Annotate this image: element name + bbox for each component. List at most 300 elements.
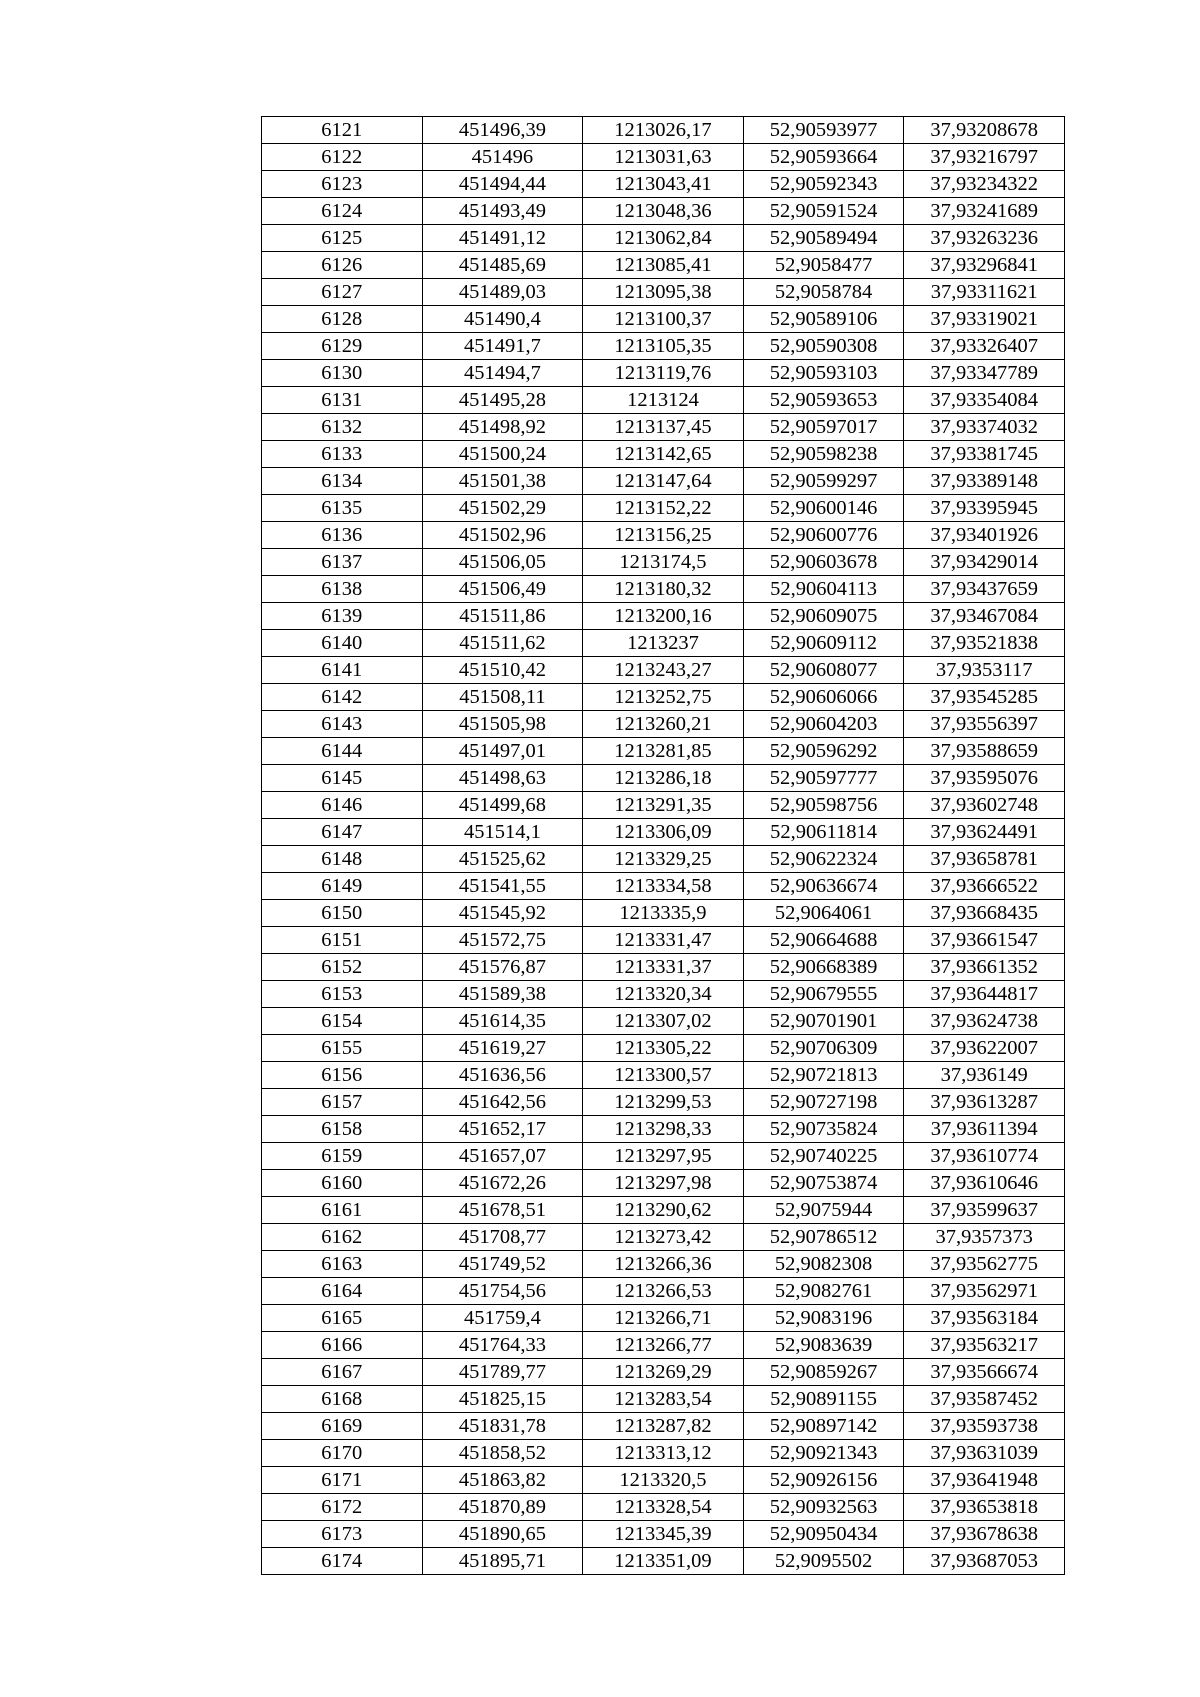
latitude-cell: 52,90950434 <box>743 1521 904 1548</box>
point-number-cell: 6161 <box>262 1197 423 1224</box>
y-coordinate-cell: 1213174,5 <box>583 549 744 576</box>
y-coordinate-cell: 1213260,21 <box>583 711 744 738</box>
point-number-cell: 6141 <box>262 657 423 684</box>
x-coordinate-cell: 451589,38 <box>422 981 583 1008</box>
y-coordinate-cell: 1213105,35 <box>583 333 744 360</box>
x-coordinate-cell: 451642,56 <box>422 1089 583 1116</box>
latitude-cell: 52,90597777 <box>743 765 904 792</box>
latitude-cell: 52,90590308 <box>743 333 904 360</box>
point-number-cell: 6123 <box>262 171 423 198</box>
x-coordinate-cell: 451496 <box>422 144 583 171</box>
x-coordinate-cell: 451754,56 <box>422 1278 583 1305</box>
latitude-cell: 52,90600146 <box>743 495 904 522</box>
table-row <box>262 1521 1065 1548</box>
point-number-cell: 6149 <box>262 873 423 900</box>
table-row <box>262 1278 1065 1305</box>
latitude-cell: 52,90606066 <box>743 684 904 711</box>
longitude-cell: 37,93678638 <box>904 1521 1065 1548</box>
longitude-cell: 37,93653818 <box>904 1494 1065 1521</box>
longitude-cell: 37,93613287 <box>904 1089 1065 1116</box>
longitude-cell: 37,93611394 <box>904 1116 1065 1143</box>
x-coordinate-cell: 451614,35 <box>422 1008 583 1035</box>
x-coordinate-cell: 451890,65 <box>422 1521 583 1548</box>
table-row <box>262 468 1065 495</box>
x-coordinate-cell: 451498,63 <box>422 765 583 792</box>
point-number-cell: 6146 <box>262 792 423 819</box>
latitude-cell: 52,9058784 <box>743 279 904 306</box>
table-row <box>262 1035 1065 1062</box>
table-row <box>262 954 1065 981</box>
longitude-cell: 37,93374032 <box>904 414 1065 441</box>
point-number-cell: 6168 <box>262 1386 423 1413</box>
table-row <box>262 1116 1065 1143</box>
point-number-cell: 6140 <box>262 630 423 657</box>
point-number-cell: 6129 <box>262 333 423 360</box>
latitude-cell: 52,90592343 <box>743 171 904 198</box>
point-number-cell: 6158 <box>262 1116 423 1143</box>
y-coordinate-cell: 1213297,98 <box>583 1170 744 1197</box>
x-coordinate-cell: 451764,33 <box>422 1332 583 1359</box>
x-coordinate-cell: 451678,51 <box>422 1197 583 1224</box>
x-coordinate-cell: 451506,05 <box>422 549 583 576</box>
longitude-cell: 37,93610774 <box>904 1143 1065 1170</box>
y-coordinate-cell: 1213273,42 <box>583 1224 744 1251</box>
latitude-cell: 52,9064061 <box>743 900 904 927</box>
y-coordinate-cell: 1213124 <box>583 387 744 414</box>
point-number-cell: 6134 <box>262 468 423 495</box>
latitude-cell: 52,90897142 <box>743 1413 904 1440</box>
longitude-cell: 37,93429014 <box>904 549 1065 576</box>
y-coordinate-cell: 1213156,25 <box>583 522 744 549</box>
latitude-cell: 52,90740225 <box>743 1143 904 1170</box>
longitude-cell: 37,93354084 <box>904 387 1065 414</box>
latitude-cell: 52,90593103 <box>743 360 904 387</box>
latitude-cell: 52,90701901 <box>743 1008 904 1035</box>
x-coordinate-cell: 451511,86 <box>422 603 583 630</box>
x-coordinate-cell: 451502,96 <box>422 522 583 549</box>
table-row <box>262 765 1065 792</box>
longitude-cell: 37,93467084 <box>904 603 1065 630</box>
y-coordinate-cell: 1213297,95 <box>583 1143 744 1170</box>
point-number-cell: 6155 <box>262 1035 423 1062</box>
latitude-cell: 52,90664688 <box>743 927 904 954</box>
point-number-cell: 6133 <box>262 441 423 468</box>
longitude-cell: 37,93319021 <box>904 306 1065 333</box>
x-coordinate-cell: 451708,77 <box>422 1224 583 1251</box>
y-coordinate-cell: 1213331,47 <box>583 927 744 954</box>
longitude-cell: 37,93602748 <box>904 792 1065 819</box>
longitude-cell: 37,93311621 <box>904 279 1065 306</box>
latitude-cell: 52,90598756 <box>743 792 904 819</box>
longitude-cell: 37,93610646 <box>904 1170 1065 1197</box>
longitude-cell: 37,93668435 <box>904 900 1065 927</box>
x-coordinate-cell: 451494,7 <box>422 360 583 387</box>
longitude-cell: 37,93666522 <box>904 873 1065 900</box>
longitude-cell: 37,93593738 <box>904 1413 1065 1440</box>
point-number-cell: 6148 <box>262 846 423 873</box>
y-coordinate-cell: 1213300,57 <box>583 1062 744 1089</box>
x-coordinate-cell: 451499,68 <box>422 792 583 819</box>
latitude-cell: 52,90859267 <box>743 1359 904 1386</box>
longitude-cell: 37,93661547 <box>904 927 1065 954</box>
x-coordinate-cell: 451831,78 <box>422 1413 583 1440</box>
latitude-cell: 52,90597017 <box>743 414 904 441</box>
longitude-cell: 37,9357373 <box>904 1224 1065 1251</box>
x-coordinate-cell: 451502,29 <box>422 495 583 522</box>
point-number-cell: 6157 <box>262 1089 423 1116</box>
x-coordinate-cell: 451759,4 <box>422 1305 583 1332</box>
x-coordinate-cell: 451510,42 <box>422 657 583 684</box>
table-row <box>262 846 1065 873</box>
longitude-cell: 37,93687053 <box>904 1548 1065 1575</box>
y-coordinate-cell: 1213320,5 <box>583 1467 744 1494</box>
latitude-cell: 52,90593664 <box>743 144 904 171</box>
latitude-cell: 52,9082308 <box>743 1251 904 1278</box>
longitude-cell: 37,93208678 <box>904 117 1065 144</box>
y-coordinate-cell: 1213200,16 <box>583 603 744 630</box>
latitude-cell: 52,90727198 <box>743 1089 904 1116</box>
table-row <box>262 1494 1065 1521</box>
y-coordinate-cell: 1213180,32 <box>583 576 744 603</box>
table-row <box>262 387 1065 414</box>
latitude-cell: 52,90604113 <box>743 576 904 603</box>
point-number-cell: 6131 <box>262 387 423 414</box>
x-coordinate-cell: 451825,15 <box>422 1386 583 1413</box>
point-number-cell: 6137 <box>262 549 423 576</box>
longitude-cell: 37,93381745 <box>904 441 1065 468</box>
point-number-cell: 6159 <box>262 1143 423 1170</box>
table-row <box>262 1413 1065 1440</box>
point-number-cell: 6145 <box>262 765 423 792</box>
y-coordinate-cell: 1213152,22 <box>583 495 744 522</box>
point-number-cell: 6132 <box>262 414 423 441</box>
table-row <box>262 1440 1065 1467</box>
table-row <box>262 576 1065 603</box>
x-coordinate-cell: 451506,49 <box>422 576 583 603</box>
table-row <box>262 171 1065 198</box>
longitude-cell: 37,93599637 <box>904 1197 1065 1224</box>
longitude-cell: 37,93234322 <box>904 171 1065 198</box>
table-row <box>262 306 1065 333</box>
table-row <box>262 1305 1065 1332</box>
x-coordinate-cell: 451491,7 <box>422 333 583 360</box>
latitude-cell: 52,90786512 <box>743 1224 904 1251</box>
latitude-cell: 52,90932563 <box>743 1494 904 1521</box>
longitude-cell: 37,93395945 <box>904 495 1065 522</box>
table-row <box>262 252 1065 279</box>
x-coordinate-cell: 451789,77 <box>422 1359 583 1386</box>
y-coordinate-cell: 1213031,63 <box>583 144 744 171</box>
x-coordinate-cell: 451572,75 <box>422 927 583 954</box>
table-row <box>262 927 1065 954</box>
latitude-cell: 52,9058477 <box>743 252 904 279</box>
x-coordinate-cell: 451485,69 <box>422 252 583 279</box>
table-row <box>262 1386 1065 1413</box>
longitude-cell: 37,93545285 <box>904 684 1065 711</box>
point-number-cell: 6170 <box>262 1440 423 1467</box>
y-coordinate-cell: 1213329,25 <box>583 846 744 873</box>
y-coordinate-cell: 1213298,33 <box>583 1116 744 1143</box>
table-row <box>262 603 1065 630</box>
x-coordinate-cell: 451636,56 <box>422 1062 583 1089</box>
latitude-cell: 52,90679555 <box>743 981 904 1008</box>
latitude-cell: 52,90926156 <box>743 1467 904 1494</box>
longitude-cell: 37,93631039 <box>904 1440 1065 1467</box>
x-coordinate-cell: 451619,27 <box>422 1035 583 1062</box>
table-row <box>262 1467 1065 1494</box>
point-number-cell: 6152 <box>262 954 423 981</box>
y-coordinate-cell: 1213283,54 <box>583 1386 744 1413</box>
table-row <box>262 1170 1065 1197</box>
coordinates-table-body <box>262 117 1065 1575</box>
table-row <box>262 981 1065 1008</box>
table-row <box>262 1224 1065 1251</box>
x-coordinate-cell: 451494,44 <box>422 171 583 198</box>
y-coordinate-cell: 1213062,84 <box>583 225 744 252</box>
table-row <box>262 873 1065 900</box>
longitude-cell: 37,93641948 <box>904 1467 1065 1494</box>
y-coordinate-cell: 1213305,22 <box>583 1035 744 1062</box>
longitude-cell: 37,93401926 <box>904 522 1065 549</box>
table-row <box>262 144 1065 171</box>
table-row <box>262 117 1065 144</box>
x-coordinate-cell: 451498,92 <box>422 414 583 441</box>
latitude-cell: 52,90598238 <box>743 441 904 468</box>
longitude-cell: 37,93241689 <box>904 198 1065 225</box>
table-row <box>262 819 1065 846</box>
longitude-cell: 37,93624491 <box>904 819 1065 846</box>
longitude-cell: 37,93658781 <box>904 846 1065 873</box>
longitude-cell: 37,93521838 <box>904 630 1065 657</box>
point-number-cell: 6150 <box>262 900 423 927</box>
y-coordinate-cell: 1213281,85 <box>583 738 744 765</box>
table-row <box>262 1143 1065 1170</box>
latitude-cell: 52,90753874 <box>743 1170 904 1197</box>
longitude-cell: 37,936149 <box>904 1062 1065 1089</box>
latitude-cell: 52,90600776 <box>743 522 904 549</box>
y-coordinate-cell: 1213147,64 <box>583 468 744 495</box>
latitude-cell: 52,90636674 <box>743 873 904 900</box>
table-row <box>262 1197 1065 1224</box>
point-number-cell: 6121 <box>262 117 423 144</box>
x-coordinate-cell: 451508,11 <box>422 684 583 711</box>
point-number-cell: 6172 <box>262 1494 423 1521</box>
y-coordinate-cell: 1213243,27 <box>583 657 744 684</box>
point-number-cell: 6156 <box>262 1062 423 1089</box>
x-coordinate-cell: 451490,4 <box>422 306 583 333</box>
point-number-cell: 6143 <box>262 711 423 738</box>
point-number-cell: 6126 <box>262 252 423 279</box>
latitude-cell: 52,90611814 <box>743 819 904 846</box>
point-number-cell: 6147 <box>262 819 423 846</box>
table-row <box>262 711 1065 738</box>
latitude-cell: 52,90735824 <box>743 1116 904 1143</box>
table-row <box>262 1332 1065 1359</box>
point-number-cell: 6169 <box>262 1413 423 1440</box>
x-coordinate-cell: 451541,55 <box>422 873 583 900</box>
point-number-cell: 6127 <box>262 279 423 306</box>
point-number-cell: 6136 <box>262 522 423 549</box>
longitude-cell: 37,93622007 <box>904 1035 1065 1062</box>
table-row <box>262 225 1065 252</box>
y-coordinate-cell: 1213269,29 <box>583 1359 744 1386</box>
point-number-cell: 6122 <box>262 144 423 171</box>
latitude-cell: 52,90593653 <box>743 387 904 414</box>
longitude-cell: 37,93389148 <box>904 468 1065 495</box>
y-coordinate-cell: 1213345,39 <box>583 1521 744 1548</box>
latitude-cell: 52,90591524 <box>743 198 904 225</box>
table-row <box>262 198 1065 225</box>
y-coordinate-cell: 1213351,09 <box>583 1548 744 1575</box>
table-row <box>262 1008 1065 1035</box>
latitude-cell: 52,9083196 <box>743 1305 904 1332</box>
longitude-cell: 37,93587452 <box>904 1386 1065 1413</box>
longitude-cell: 37,93644817 <box>904 981 1065 1008</box>
x-coordinate-cell: 451672,26 <box>422 1170 583 1197</box>
longitude-cell: 37,93562971 <box>904 1278 1065 1305</box>
x-coordinate-cell: 451749,52 <box>422 1251 583 1278</box>
table-row <box>262 549 1065 576</box>
x-coordinate-cell: 451525,62 <box>422 846 583 873</box>
table-row <box>262 333 1065 360</box>
y-coordinate-cell: 1213137,45 <box>583 414 744 441</box>
latitude-cell: 52,90589494 <box>743 225 904 252</box>
x-coordinate-cell: 451514,1 <box>422 819 583 846</box>
y-coordinate-cell: 1213043,41 <box>583 171 744 198</box>
point-number-cell: 6173 <box>262 1521 423 1548</box>
longitude-cell: 37,93661352 <box>904 954 1065 981</box>
latitude-cell: 52,90599297 <box>743 468 904 495</box>
latitude-cell: 52,90603678 <box>743 549 904 576</box>
longitude-cell: 37,93296841 <box>904 252 1065 279</box>
longitude-cell: 37,93563217 <box>904 1332 1065 1359</box>
point-number-cell: 6167 <box>262 1359 423 1386</box>
point-number-cell: 6130 <box>262 360 423 387</box>
latitude-cell: 52,9095502 <box>743 1548 904 1575</box>
y-coordinate-cell: 1213026,17 <box>583 117 744 144</box>
x-coordinate-cell: 451495,28 <box>422 387 583 414</box>
point-number-cell: 6142 <box>262 684 423 711</box>
longitude-cell: 37,93437659 <box>904 576 1065 603</box>
point-number-cell: 6174 <box>262 1548 423 1575</box>
latitude-cell: 52,9082761 <box>743 1278 904 1305</box>
x-coordinate-cell: 451858,52 <box>422 1440 583 1467</box>
longitude-cell: 37,93566674 <box>904 1359 1065 1386</box>
point-number-cell: 6154 <box>262 1008 423 1035</box>
y-coordinate-cell: 1213048,36 <box>583 198 744 225</box>
y-coordinate-cell: 1213266,53 <box>583 1278 744 1305</box>
x-coordinate-cell: 451497,01 <box>422 738 583 765</box>
table-row <box>262 441 1065 468</box>
y-coordinate-cell: 1213237 <box>583 630 744 657</box>
y-coordinate-cell: 1213334,58 <box>583 873 744 900</box>
longitude-cell: 37,93326407 <box>904 333 1065 360</box>
y-coordinate-cell: 1213306,09 <box>583 819 744 846</box>
y-coordinate-cell: 1213085,41 <box>583 252 744 279</box>
x-coordinate-cell: 451500,24 <box>422 441 583 468</box>
longitude-cell: 37,93595076 <box>904 765 1065 792</box>
latitude-cell: 52,90589106 <box>743 306 904 333</box>
latitude-cell: 52,90668389 <box>743 954 904 981</box>
point-number-cell: 6160 <box>262 1170 423 1197</box>
y-coordinate-cell: 1213307,02 <box>583 1008 744 1035</box>
latitude-cell: 52,90609112 <box>743 630 904 657</box>
point-number-cell: 6125 <box>262 225 423 252</box>
y-coordinate-cell: 1213313,12 <box>583 1440 744 1467</box>
y-coordinate-cell: 1213266,77 <box>583 1332 744 1359</box>
longitude-cell: 37,93216797 <box>904 144 1065 171</box>
y-coordinate-cell: 1213299,53 <box>583 1089 744 1116</box>
point-number-cell: 6166 <box>262 1332 423 1359</box>
table-row <box>262 684 1065 711</box>
x-coordinate-cell: 451501,38 <box>422 468 583 495</box>
x-coordinate-cell: 451511,62 <box>422 630 583 657</box>
point-number-cell: 6165 <box>262 1305 423 1332</box>
y-coordinate-cell: 1213119,76 <box>583 360 744 387</box>
latitude-cell: 52,90609075 <box>743 603 904 630</box>
longitude-cell: 37,93588659 <box>904 738 1065 765</box>
point-number-cell: 6162 <box>262 1224 423 1251</box>
latitude-cell: 52,90608077 <box>743 657 904 684</box>
y-coordinate-cell: 1213290,62 <box>583 1197 744 1224</box>
x-coordinate-cell: 451657,07 <box>422 1143 583 1170</box>
latitude-cell: 52,90596292 <box>743 738 904 765</box>
coordinates-table <box>261 116 1065 1575</box>
y-coordinate-cell: 1213266,36 <box>583 1251 744 1278</box>
longitude-cell: 37,93562775 <box>904 1251 1065 1278</box>
y-coordinate-cell: 1213286,18 <box>583 765 744 792</box>
y-coordinate-cell: 1213320,34 <box>583 981 744 1008</box>
y-coordinate-cell: 1213291,35 <box>583 792 744 819</box>
latitude-cell: 52,90706309 <box>743 1035 904 1062</box>
y-coordinate-cell: 1213328,54 <box>583 1494 744 1521</box>
latitude-cell: 52,9075944 <box>743 1197 904 1224</box>
longitude-cell: 37,93563184 <box>904 1305 1065 1332</box>
latitude-cell: 52,90721813 <box>743 1062 904 1089</box>
longitude-cell: 37,93263236 <box>904 225 1065 252</box>
x-coordinate-cell: 451489,03 <box>422 279 583 306</box>
latitude-cell: 52,90622324 <box>743 846 904 873</box>
latitude-cell: 52,90891155 <box>743 1386 904 1413</box>
x-coordinate-cell: 451493,49 <box>422 198 583 225</box>
y-coordinate-cell: 1213100,37 <box>583 306 744 333</box>
x-coordinate-cell: 451870,89 <box>422 1494 583 1521</box>
table-row <box>262 360 1065 387</box>
table-row <box>262 1548 1065 1575</box>
point-number-cell: 6128 <box>262 306 423 333</box>
table-row <box>262 1359 1065 1386</box>
point-number-cell: 6151 <box>262 927 423 954</box>
y-coordinate-cell: 1213142,65 <box>583 441 744 468</box>
latitude-cell: 52,90593977 <box>743 117 904 144</box>
table-row <box>262 522 1065 549</box>
table-row <box>262 657 1065 684</box>
point-number-cell: 6153 <box>262 981 423 1008</box>
y-coordinate-cell: 1213095,38 <box>583 279 744 306</box>
longitude-cell: 37,93624738 <box>904 1008 1065 1035</box>
longitude-cell: 37,9353117 <box>904 657 1065 684</box>
table-row <box>262 279 1065 306</box>
table-row <box>262 630 1065 657</box>
latitude-cell: 52,90604203 <box>743 711 904 738</box>
table-row <box>262 495 1065 522</box>
x-coordinate-cell: 451496,39 <box>422 117 583 144</box>
latitude-cell: 52,90921343 <box>743 1440 904 1467</box>
latitude-cell: 52,9083639 <box>743 1332 904 1359</box>
longitude-cell: 37,93556397 <box>904 711 1065 738</box>
x-coordinate-cell: 451491,12 <box>422 225 583 252</box>
x-coordinate-cell: 451545,92 <box>422 900 583 927</box>
